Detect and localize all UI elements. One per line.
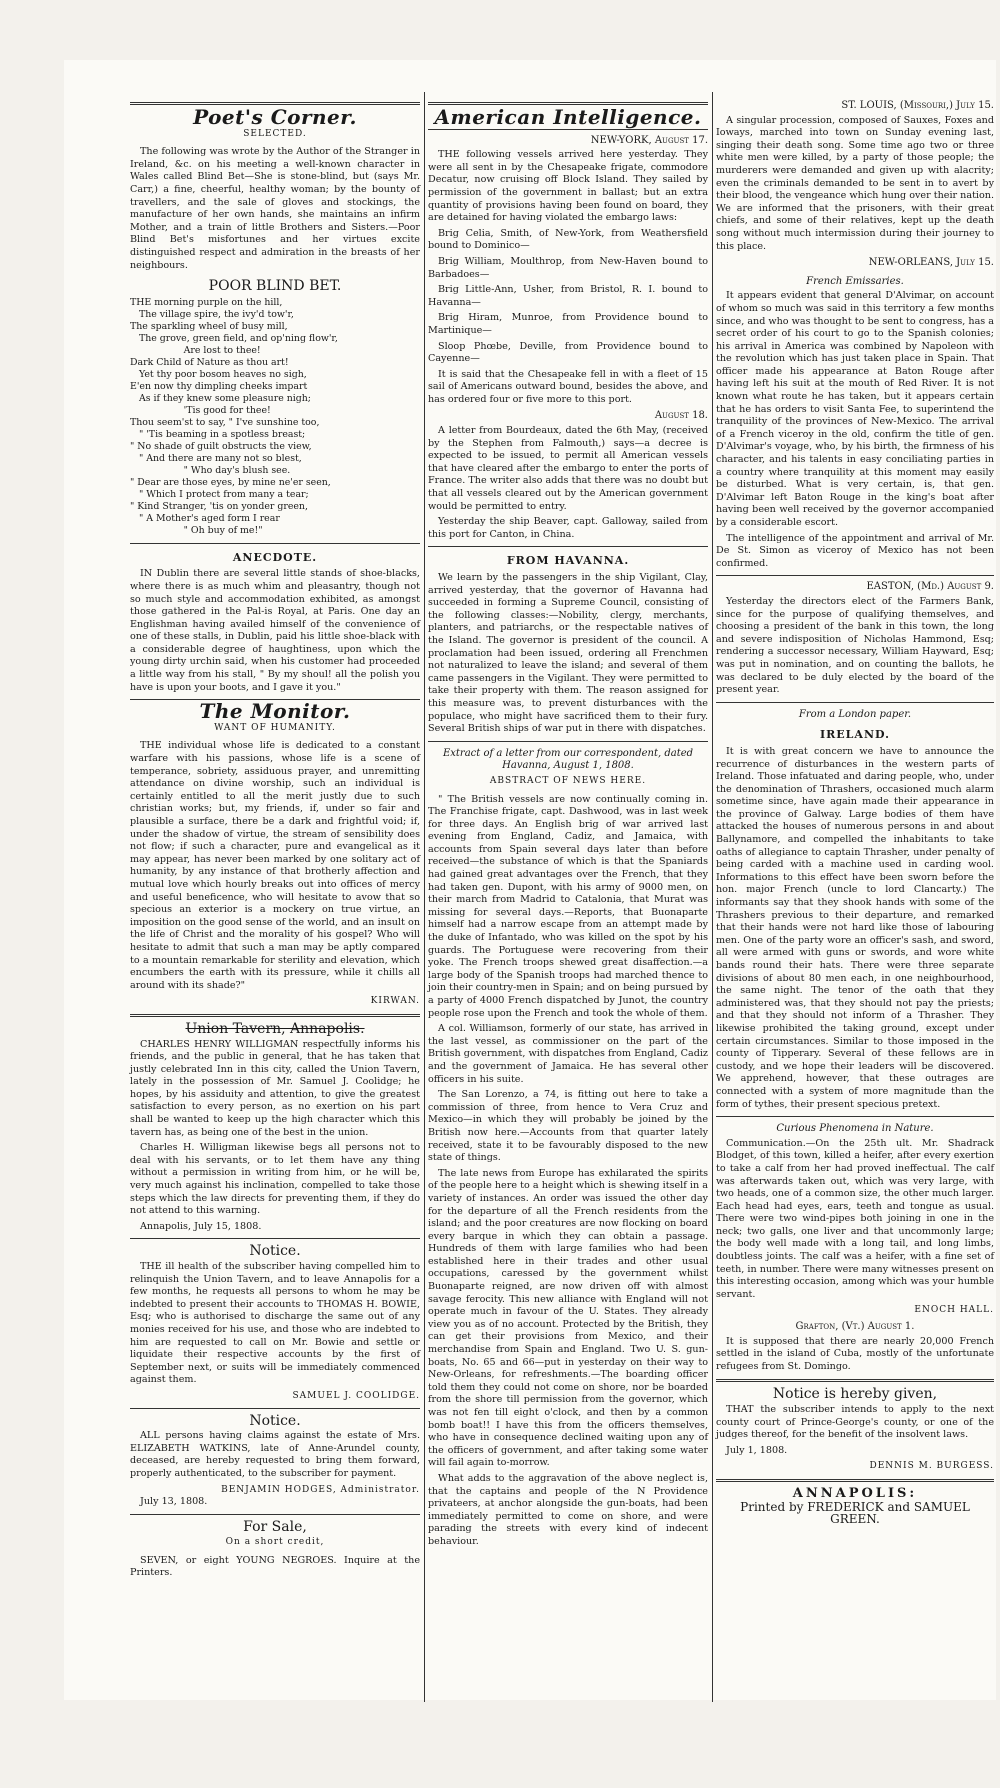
column-3 <box>716 96 994 1526</box>
article-text: It is said that the Chesapeake fell in with a fleet of 15 sail of Americans outward bound, besides the above, and has ordered four or five more to this port. <box>428 368 708 405</box>
poem-line: " Kind Stranger, 'tis on yonder green, <box>130 500 308 512</box>
ship-entry: Sloop Phœbe, Deville, from Providence bound to Cayenne— <box>428 340 708 365</box>
article-subtitle: French Emissaries. <box>806 275 904 287</box>
dateline: August 18. <box>654 410 708 422</box>
article-text: THE following vessels arrived here yesterday. They were all sent in by the Chesapeake frigate, commodore Decatur, now cruising off Block Island. They sailed by permission of the government in ballast; but an extra quantity of provisions having been found on board, they are detained for having violated the embargo laws: <box>428 149 708 224</box>
notice-1-text: THE ill health of the subscriber having compelled him to relinquish the Union Tavern, and to leave Annapolis for a few months, he requests all persons to whom he may be indebted to present their accounts to THOMAS H. BOWIE, Esq; who is authorised to discharge the same out of any monies received for his use, and those who are indebted to him are requested to call on Mr. Bowie and settle or liquidate their respective accounts by the first of September next, or suits will be immediately commenced against them. <box>130 1261 420 1386</box>
rule <box>130 1514 420 1515</box>
monitor-signature: KIRWAN. <box>370 996 420 1007</box>
notice-2-title: Notice. <box>249 1412 301 1429</box>
rule <box>716 1116 994 1117</box>
poets-corner-subtitle: SELECTED. <box>243 128 307 139</box>
monitor-title: The Monitor. <box>199 699 351 724</box>
poem-line: " A Mother's aged form I rear <box>130 512 280 524</box>
imprint-city: ANNAPOLIS: <box>792 1485 918 1501</box>
poem-line: E'en now thy dimpling cheeks impart <box>130 380 308 392</box>
rule <box>130 543 420 544</box>
abstract-heading: ABSTRACT OF NEWS HERE. <box>489 775 647 786</box>
article-text: It is with great concern we have to announce the recurrence of disturbances in the western parts of Ireland. Those infatuated and daring people, who, under the denomination of Thrashers, occasioned much alarm sometime since, have again made their appearance in the province of Galway. Large bodies of them have attacked the houses of numerous persons in and about Ballynamore, and compelled the inhabitants to take oaths of allegiance to captain Thrasher, under penalty of being carded with a machine used in carding wool. Informations to this effect have been sworn before the hon. major French (uncle to lord Clancarty.) The informants say that they shook hands with some of the Thrashers previous to their departure, and remarked that their hands were not hard like those of labouring men. One of the party wore an officer's sash, and sword, all were armed with guns or swords, and wore white bands round their hats. There were three separate divisions of about 80 men each, in one neighbourhood, the same night. The tenor of the oath that they administered was, that they should not pay the priests; and that they should not inform of a Thrasher. They likewise prohibited the taking ground, except under certain circumstances. Similar to those imposed in the county of Tipperary. Several of these fellows are in custody, and we hope their leaders will be discovered. We apprehend, however, that these outrages are connected with a system of more magnitude than the form of tythes, their present specious pretext. <box>716 745 994 1110</box>
article-text: A singular procession, composed of Sauxes, Foxes and Ioways, marched into town on Sunday evening last, singing their death song. Some time ago two or three white men were killed, by a party of those people; the murderers were demanded and given up with alacrity; even the criminals demanded to be sent in to avert by their blood, the vengeance which hung over their nation. We are informed that the prisoners, with their great chiefs, and some of their relatives, kept up the death song without much intermission during their journey to this place. <box>716 114 994 252</box>
article-text: Communication.—On the 25th ult. Mr. Shadrack Blodget, of this town, killed a heifer, after every exertion to take a calf from her had proved ineffectual. The calf was afterwards taken out, which was very large, with two heads, one of a common size, the other much larger. Each head had eyes, ears, teeth and tongue as usual. There were two wind-pipes both joining in one in the neck; two galls, one liver and that uncommonly large; the body well made with a long tail, and long limbs, doubtless joints. The calf was a heifer, with a fine set of teeth, in number. There were many witnesses present on this interesting occasion, among which was your humble servant. <box>716 1137 994 1300</box>
curious-title: Curious Phenomena in Nature. <box>776 1123 934 1135</box>
article-text: " The British vessels are now continually coming in. The Franchise frigate, capt. Dashwood, was in last week for three days. An English brig of war arrived last evening from England, Cadiz, and Jamaica, with accounts from Spain several days later than before received—the substance of which is that the Spaniards had gained great advantages over the French, that they had taken gen. Dupont, with his army of 9000 men, on their march from Madrid to Catalonia, that Murat was missing for several days.—Reports, that Buonaparte himself had a narrow escape from an attempt made by the duke of Infantado, who was killed on the spot by his guards. The Portuguese were recovering from their yoke. The French troops shewed great disaffection.—a large body of the Spanish troops had marched thence to join their country-men in Spain; and on being pursued by a party of 4000 French dispatched by Junot, the country people rose upon the French and took the whole of them. <box>428 793 708 1019</box>
article-text: A letter from Bourdeaux, dated the 6th May, (received by the Stephen from Falmouth,) says—a decree is expected to be issued, to permit all American vessels that have cleared after the embargo to enter the ports of France. The writer also adds that there was no doubt but that all vessels cleared out by the American government would be permitted to entry. <box>428 425 708 512</box>
imprint-green: GREEN. <box>830 1512 880 1527</box>
curious-signature: ENOCH HALL. <box>914 1305 994 1316</box>
sale-text: SEVEN, or eight YOUNG NEGROES. Inquire at the Printers. <box>130 1554 420 1579</box>
dateline: ST. LOUIS, (Missouri,) July 15. <box>841 100 994 111</box>
article-text: A col. Williamson, formerly of our state, has arrived in the last vessel, as commissioner on the part of the British government, with dispatches from England, Cadiz and the government of Jamaica. He has several other officers in his suite. <box>428 1023 708 1085</box>
poem-line: " 'Tis beaming in a spotless breast; <box>130 428 306 440</box>
tavern-title: Union Tavern, Annapolis. <box>185 1020 365 1037</box>
poets-corner-title: Poet's Corner. <box>193 105 357 129</box>
sale-subtitle: On a short credit, <box>225 1537 325 1548</box>
ireland-title: IRELAND. <box>820 728 890 742</box>
monitor-text: THE individual whose life is dedicated to a constant warfare with his passions, whose life is a scene of temperance, sobriety, assiduous prayer, and unremitting attendance on divine worship, such an individual is certainly entitled to all the merit justly due to such christian works; but, my friends, if, under so fair and plausible a surface, there be a dark and frightful void; if, under the shadow of virtue, the stream of sensibility does not flow; if such a character, pure and evangelical as it may appear, has never been marked by one solitary act of humanity, by any instance of that brotherly affection and mutual love which hourly breaks out into offices of mercy and useful beneficence, who will hesitate to avow that so specious an exterior is a mockery on true virtue, an imposition on the good sense of the world, and an insult on the life of Christ and the morality of his gospel? Who will hesitate to admit that such a man may be aptly compared to a mountain remarkable for sterility and elevation, which encumbers the earth with its pressure, while it chills all around with its shade?" <box>130 740 420 991</box>
poem-body <box>130 297 420 537</box>
article-text: What adds to the aggravation of the above neglect is, that the captains and people of the N Providence privateers, at anchor alongside the gun-boats, had been immediately permitted to come on shore, and were parading the streets with every kind of indecent behaviour. <box>428 1472 708 1547</box>
ship-entry: Brig William, Moulthrop, from New-Haven bound to Barbadoes— <box>428 255 708 280</box>
poets-intro: The following was wrote by the Author of the Stranger in Ireland, &c. on his meeting a well-known character in Wales called Blind Bet—She is stone-blind, but (says Mr. Carr,) a fine, cheerful, healthy woman; by the bounty of travellers, and the sale of gloves and stockings, the manufacture of her own hands, she maintains an infirm Mother, and a train of little Brothers and Sisters.—Poor Blind Bet's misfortunes and her virtues excite distinguished respect and admiration in the breasts of her neighbours. <box>130 146 420 271</box>
poem-line: " No shade of guilt obstructs the view, <box>130 440 312 452</box>
poem-line: As if they knew some pleasure nigh; <box>130 392 311 404</box>
column-1 <box>130 96 420 1583</box>
source-line: From a London paper. <box>798 708 912 720</box>
poem-line: " And there are many not so blest, <box>130 452 302 464</box>
article-text: It appears evident that general D'Alvimar, on account of whom so much was said in this territory a few months since, and who was thought to be sent to congress, has a secret order of his court to go to the Spanish colonies; his arrival in America was combined by Napoleon with the revolution which has just taken place in Spain. That officer made his appearance at Baton Rouge after having left his suit at the mouth of Red River. It is not known what route he has taken, but it appears certain that he has orders to visit Santa Fee, to superintend the tranquility of the provinces of New-Mexico. The arrival of a French viceroy in the old, confirm the title of gen. D'Alvimar's voyage, who, by his birth, the firmness of his character, and his talents in easy conciliating parties in a country where tranquility at this moment may easily be disturbed. What is very certain, is, that gen. D'Alvimar left Baton Rouge in the king's boat after having been well received by the governor accompanied by a considerable escort. <box>716 290 994 528</box>
anecdote-text: IN Dublin there are several little stands of shoe-blacks, where there is as much whim and pleasantry, though not so much style and accommodation exhibited, as amongst those gathered in the Pal-is Royal, at Paris. One day an Englishman having availed himself of the convenience of one of these stalls, in Dublin, paid his little shoe-black with a considerable degree of haughtiness, upon which the young dirty urchin said, when his customer had proceeded a little way from his stall, " By my shoul! all the polish you have is upon your boots, and I gave it you." <box>130 568 420 693</box>
anecdote-title: ANECDOTE. <box>232 550 318 564</box>
dateline: EASTON, (Md.) August 9. <box>866 581 994 593</box>
article-text: The intelligence of the appointment and arrival of Mr. De St. Simon as viceroy of Mexico has not been confirmed. <box>716 532 994 569</box>
poem-line: The sparkling wheel of busy mill, <box>130 320 288 332</box>
notice-signature: DENNIS M. BURGESS. <box>869 1461 994 1472</box>
column-2 <box>428 96 708 1552</box>
poem-line: Are lost to thee! <box>130 344 261 356</box>
poem-line: " Which I protect from many a tear; <box>130 488 309 500</box>
poem-line: " Oh buy of me!" <box>130 524 263 536</box>
rule <box>130 1014 420 1017</box>
rule <box>428 546 708 547</box>
rule <box>716 1379 994 1382</box>
notice-title: Notice is hereby given, <box>772 1386 938 1403</box>
notice-2-text: ALL persons having claims against the estate of Mrs. ELIZABETH WATKINS, late of Anne-Arundel county, deceased, are hereby requested to bring them forward, properly authenticated, to the subscriber for payment. <box>130 1430 420 1479</box>
rule <box>130 1238 420 1239</box>
monitor-subtitle: WANT OF HUMANITY. <box>214 722 336 733</box>
article-text: Yesterday the ship Beaver, capt. Galloway, sailed from this port for Canton, in China. <box>428 516 708 540</box>
tavern-text-1: CHARLES HENRY WILLIGMAN respectfully informs his friends, and the public in general, that he has taken that justly celebrated Inn in this city, called the Union Tavern, lately in the possession of Mr. Samuel J. Coolidge; he hopes, by his assiduity and attention, to give the greatest satisfaction to every person, as no exertion on his part shall be wanted to keep up the high character which this tavern has, as being one of the best in the union. <box>130 1038 420 1138</box>
tavern-date: Annapolis, July 15, 1808. <box>140 1220 262 1232</box>
poem-line: The village spire, the ivy'd tow'r, <box>130 308 294 320</box>
tavern-text-2: Charles H. Willigman likewise begs all persons not to deal with his servants, or to let them have any thing without a permission in writing from him, or he will be, very much against his inclination, compelled to take those steps which the law directs for preventing them, if they do not attend to this warning. <box>130 1142 420 1217</box>
extract-heading: Extract of a letter from our correspondent, dated Havanna, August 1, 1808. <box>442 747 694 772</box>
poem-line: Thou seem'st to say, " I've sunshine too, <box>130 416 320 428</box>
article-text: Yesterday the directors elect of the Farmers Bank, since for the purpose of qualifying themselves, and choosing a president of the bank in this town, the long and severe indisposition of Nicholas Hammond, Esq; rendering a successor necessary, William Hayward, Esq; was put in nomination, and on counting the ballots, he was declared to be duly elected by the board of the present year. <box>716 595 994 696</box>
notice-date: July 1, 1808. <box>726 1444 788 1456</box>
rule <box>716 702 994 703</box>
poem-line: The grove, green field, and op'ning flow'r, <box>130 332 338 344</box>
ship-entry: Brig Little-Ann, Usher, from Bristol, R. I. bound to Havanna— <box>428 284 708 308</box>
dateline: NEW-YORK, August 17. <box>590 134 708 146</box>
dateline: Grafton, (Vt.) August 1. <box>795 1321 915 1333</box>
notice-text: THAT the subscriber intends to apply to the next county court of Prince-George's county, or one of the judges thereof, for the benefit of the insolvent laws. <box>716 1404 994 1441</box>
poem-title: POOR BLIND BET. <box>208 278 342 295</box>
american-intelligence-title: American Intelligence. <box>434 105 702 129</box>
notice-2-signature: BENJAMIN HODGES, Administrator. <box>221 1484 420 1495</box>
notice-1-title: Notice. <box>249 1243 301 1260</box>
poem-line: Yet thy poor bosom heaves no sigh, <box>130 368 307 380</box>
notice-1-signature: SAMUEL J. COOLIDGE. <box>292 1390 420 1401</box>
havana-title: FROM HAVANNA. <box>506 554 630 568</box>
rule <box>716 575 994 576</box>
poem-line: " Who day's blush see. <box>130 464 291 476</box>
ship-entry: Brig Celia, Smith, of New-York, from Weathersfield bound to Dominico— <box>428 227 708 252</box>
imprint-printers: Printed by FREDERICK and SAMUEL <box>740 1499 970 1514</box>
poem-line: Dark Child of Nature as thou art! <box>130 356 289 368</box>
poem-line: " Dear are those eyes, by mine ne'er seen, <box>130 476 331 488</box>
rule <box>716 1479 994 1482</box>
column-rule-1 <box>424 92 425 1702</box>
rule <box>130 1408 420 1409</box>
article-text: The San Lorenzo, a 74, is fitting out here to take a commission of three, from hence to Vera Cruz and Mexico—in which they will probably be joined by the British now here.—Accounts from that quarter lately received, state it to be favourably disposed to the new state of things. <box>428 1089 708 1164</box>
column-rule-2 <box>712 92 713 1702</box>
poem-line: 'Tis good for thee! <box>130 404 271 416</box>
poem-line: THE morning purple on the hill, <box>130 296 283 308</box>
article-text: It is supposed that there are nearly 20,000 French settled in the island of Cuba, mostly of the unfortunate refugees from St. Domingo. <box>716 1335 994 1372</box>
article-text: We learn by the passengers in the ship Vigilant, Clay, arrived yesterday, that the governor of Havanna had succeeded in forming a Supreme Council, consisting of the following classes:—Nobility, clergy, merchants, planters, and patriarchs, or the respectable natives of the Island. The governor is president of the council. A proclamation had been issued, ordering all Frenchmen not naturalized to leave the island; and several of them came passengers in the Vigilant. They were permitted to take their property with them. The reason assigned for this measure was, to prevent disturbances with the populace, who might have sacrificed them to their fury. Several British ships of war put in there with dispatches. <box>428 572 708 735</box>
notice-2-date: July 13, 1808. <box>140 1496 208 1508</box>
ship-entry: Brig Hiram, Munroe, from Providence bound to Martinique— <box>428 312 708 336</box>
sale-title: For Sale, <box>243 1518 307 1535</box>
article-text: The late news from Europe has exhilarated the spirits of the people here to a height which is shewing itself in a variety of instances. An order was issued the other day for the departure of all the French residents from the island; and the poor creatures are now flocking on board every barque in which they can obtain a passage. Hundreds of them with large families who had been established here in their trades and other usual occupations, caressed by the government whilst Buonaparte reigned, are now driven off with almost savage ferocity. This new alliance with England will not operate much in favour of the U. States. They already view you as of no account. Protected by the British, they can get their provisions from Mexico, and their merchandise from Spain and England. Two U. S. gun-boats, No. 65 and 66—put in yesterday on their way to New-Orleans, for refreshments.—The boarding officer told them they could not come on shore, nor be boarded from the shore till permission from the governor, which was not fen till eight o'clock, and then by a common bomb boat!! I have this from the officers themselves, who have in consequence declined waiting upon any of the officers of government, and after taking some water will fail again to-morrow. <box>428 1167 708 1469</box>
dateline: NEW-ORLEANS, July 15. <box>868 257 994 269</box>
rule <box>428 741 708 742</box>
